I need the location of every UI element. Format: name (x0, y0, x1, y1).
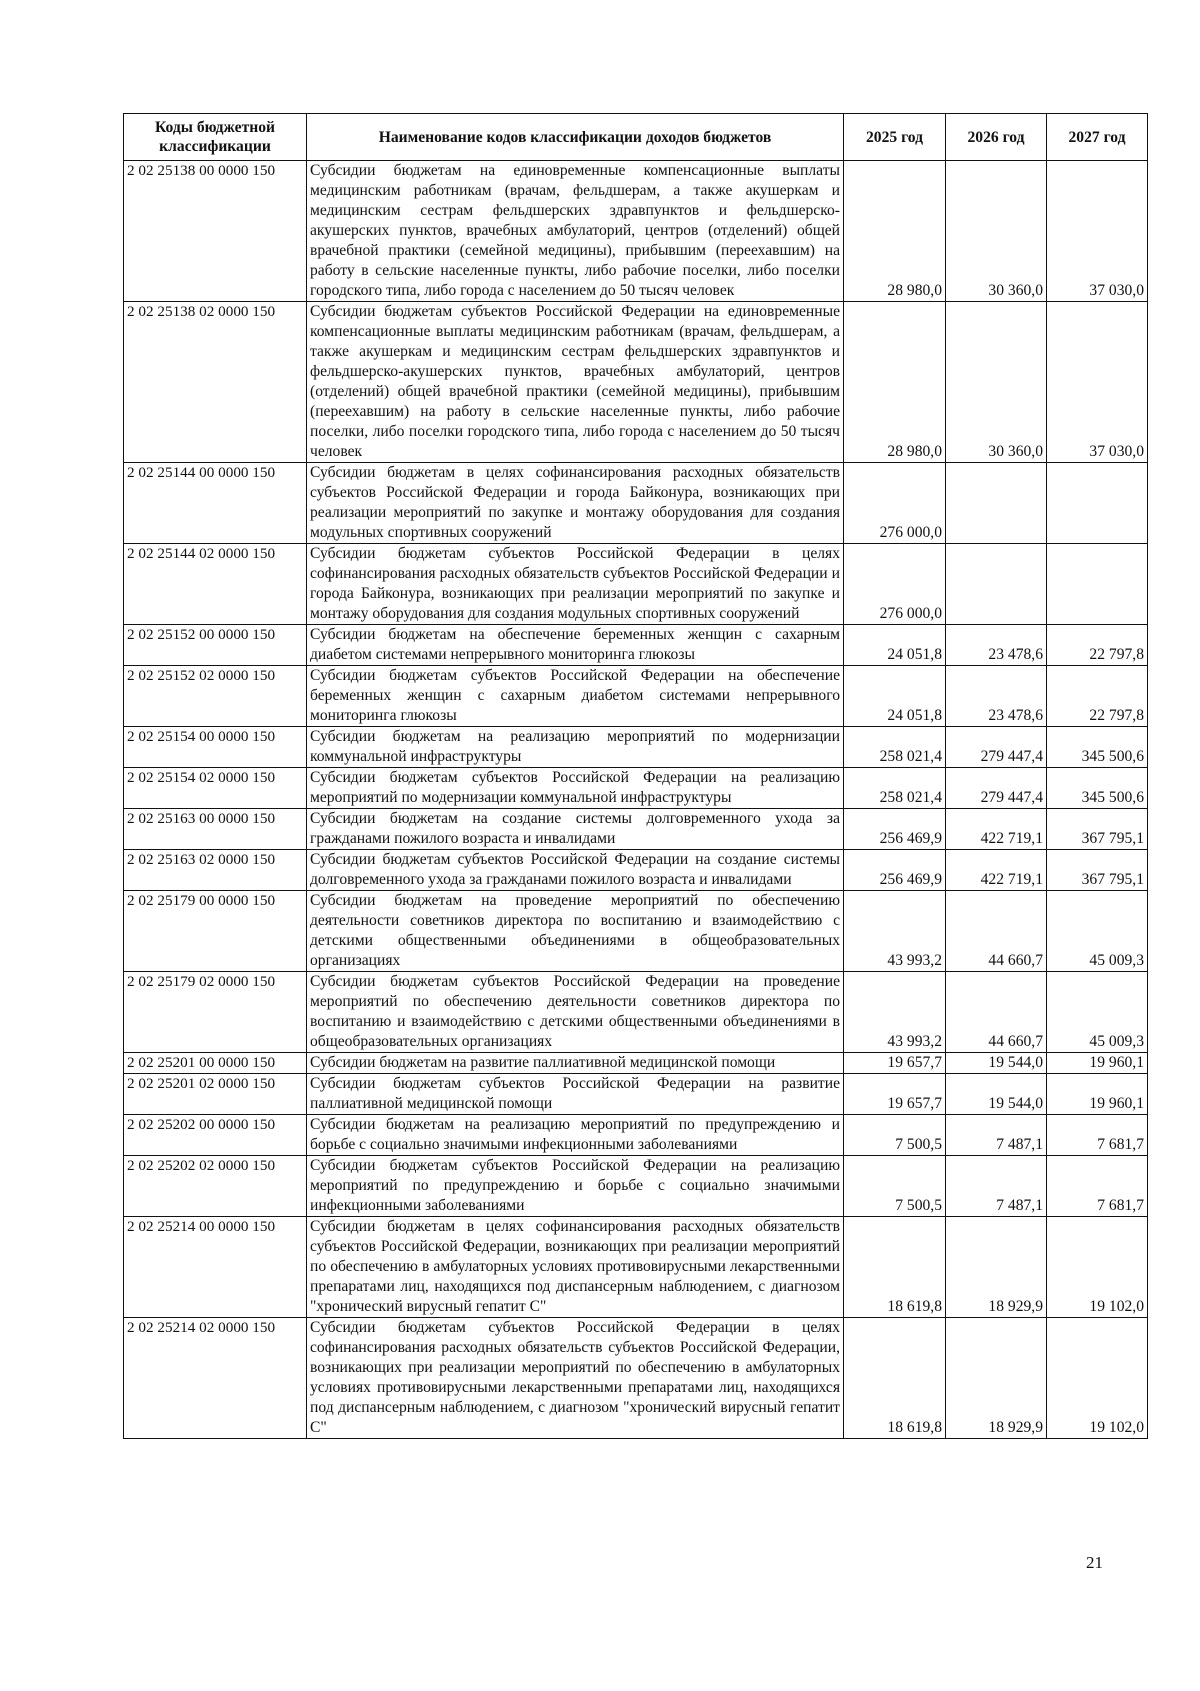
revenue-name-cell: Субсидии бюджетам на развитие паллиативной медицинской помощи (307, 1053, 844, 1074)
revenue-name-cell: Субсидии бюджетам субъектов Российской Федерации на обеспечение беременных женщин с сахарным диабетом системами непрерывного мониторинга глюкозы (307, 666, 844, 727)
amount-2026-cell: 23 478,6 (946, 625, 1047, 666)
amount-2027-cell: 367 795,1 (1047, 809, 1148, 850)
amount-2025-cell: 19 657,7 (844, 1074, 946, 1115)
revenue-name-cell: Субсидии бюджетам на создание системы долговременного ухода за гражданами пожилого возраста и инвалидами (307, 809, 844, 850)
amount-2026-cell: 422 719,1 (946, 850, 1047, 891)
table-row (124, 1074, 1148, 1115)
amount-2027-cell: 19 102,0 (1047, 1318, 1148, 1439)
table-row (124, 768, 1148, 809)
amount-2027-cell: 22 797,8 (1047, 625, 1148, 666)
amount-2027-cell: 19 960,1 (1047, 1074, 1148, 1115)
amount-2026-cell: 18 929,9 (946, 1217, 1047, 1318)
amount-2026-cell: 30 360,0 (946, 161, 1047, 302)
amount-2026-cell (946, 544, 1047, 625)
amount-2025-cell: 18 619,8 (844, 1217, 946, 1318)
revenue-name-cell: Субсидии бюджетам субъектов Российской Федерации в целях софинансирования расходных обязательств субъектов Российской Федерации, возникающих при реализации мероприятий по обеспечению в амбулаторных условиях противовирусными лекарственными препаратами лиц, находящихся под диспансерным наблюдением, с диагнозом "хронический вирусный гепатит С" (307, 1318, 844, 1439)
amount-2025-cell: 28 980,0 (844, 302, 946, 463)
revenue-name-cell: Субсидии бюджетам на реализацию мероприятий по предупреждению и борьбе с социально значимыми инфекционными заболеваниями (307, 1115, 844, 1156)
header-name: Наименование кодов классификации доходов бюджетов (307, 114, 844, 161)
amount-2026-cell: 422 719,1 (946, 809, 1047, 850)
amount-2026-cell: 7 487,1 (946, 1156, 1047, 1217)
revenue-name-cell: Субсидии бюджетам субъектов Российской Федерации на единовременные компенсационные выплаты медицинским работникам (врачам, фельдшерам, а также акушеркам и медицинским сестрам фельдшерских здравпунктов и фельдшерско-акушерских пунктов, врачебных амбулаторий, центров (отделений) общей врачебной практики (семейной медицины), прибывшим (переехавшим) на работу в сельские населенные пункты, либо рабочие поселки, либо поселки городского типа, либо города с населением до 50 тысяч человек (307, 302, 844, 463)
table-row (124, 1115, 1148, 1156)
header-2027: 2027 год (1047, 114, 1148, 161)
amount-2026-cell: 19 544,0 (946, 1053, 1047, 1074)
revenue-name-cell: Субсидии бюджетам субъектов Российской Федерации на создание системы долговременного ухода за гражданами пожилого возраста и инвалидами (307, 850, 844, 891)
amount-2027-cell: 19 102,0 (1047, 1217, 1148, 1318)
classification-code-cell: 2 02 25152 00 0000 150 (124, 625, 307, 666)
amount-2026-cell: 30 360,0 (946, 302, 1047, 463)
table-row (124, 544, 1148, 625)
classification-code-cell: 2 02 25214 02 0000 150 (124, 1318, 307, 1439)
table-row (124, 850, 1148, 891)
revenue-name-cell: Субсидии бюджетам в целях софинансирования расходных обязательств субъектов Российской Федерации и города Байконура, возникающих при реализации мероприятий по закупке и монтажу оборудования для создания модульных спортивных сооружений (307, 463, 844, 544)
amount-2025-cell: 43 993,2 (844, 891, 946, 972)
amount-2025-cell: 7 500,5 (844, 1115, 946, 1156)
page-number: 21 (1086, 1553, 1103, 1572)
classification-code-cell: 2 02 25154 02 0000 150 (124, 768, 307, 809)
revenue-name-cell: Субсидии бюджетам на проведение мероприятий по обеспечению деятельности советников директора по воспитанию и взаимодействию с детскими общественными объединениями в общеобразовательных организациях (307, 891, 844, 972)
table-row (124, 809, 1148, 850)
amount-2025-cell: 256 469,9 (844, 850, 946, 891)
amount-2026-cell: 19 544,0 (946, 1074, 1047, 1115)
classification-code-cell: 2 02 25179 00 0000 150 (124, 891, 307, 972)
amount-2025-cell: 276 000,0 (844, 463, 946, 544)
classification-code-cell: 2 02 25138 00 0000 150 (124, 161, 307, 302)
amount-2025-cell: 258 021,4 (844, 727, 946, 768)
amount-2025-cell: 258 021,4 (844, 768, 946, 809)
amount-2025-cell: 24 051,8 (844, 666, 946, 727)
classification-code-cell: 2 02 25202 02 0000 150 (124, 1156, 307, 1217)
classification-code-cell: 2 02 25163 00 0000 150 (124, 809, 307, 850)
amount-2027-cell: 345 500,6 (1047, 768, 1148, 809)
classification-code-cell: 2 02 25144 00 0000 150 (124, 463, 307, 544)
table-row (124, 727, 1148, 768)
amount-2026-cell (946, 463, 1047, 544)
header-2026: 2026 год (946, 114, 1047, 161)
table-header-row (124, 114, 1148, 161)
table-row (124, 972, 1148, 1053)
amount-2027-cell (1047, 463, 1148, 544)
table-row (124, 891, 1148, 972)
revenue-name-cell: Субсидии бюджетам субъектов Российской Федерации на развитие паллиативной медицинской помощи (307, 1074, 844, 1115)
amount-2026-cell: 23 478,6 (946, 666, 1047, 727)
amount-2027-cell: 7 681,7 (1047, 1156, 1148, 1217)
revenue-name-cell: Субсидии бюджетам субъектов Российской Федерации в целях софинансирования расходных обязательств субъектов Российской Федерации и города Байконура, возникающих при реализации мероприятий по закупке и монтажу оборудования для создания модульных спортивных сооружений (307, 544, 844, 625)
revenue-name-cell: Субсидии бюджетам в целях софинансирования расходных обязательств субъектов Российской Федерации, возникающих при реализации мероприятий по обеспечению в амбулаторных условиях противовирусными лекарственными препаратами лиц, находящихся под диспансерным наблюдением, с диагнозом "хронический вирусный гепатит С" (307, 1217, 844, 1318)
amount-2027-cell: 22 797,8 (1047, 666, 1148, 727)
amount-2026-cell: 279 447,4 (946, 727, 1047, 768)
table-row (124, 1156, 1148, 1217)
amount-2027-cell (1047, 544, 1148, 625)
amount-2027-cell: 45 009,3 (1047, 972, 1148, 1053)
classification-code-cell: 2 02 25201 00 0000 150 (124, 1053, 307, 1074)
classification-code-cell: 2 02 25144 02 0000 150 (124, 544, 307, 625)
table-row (124, 161, 1148, 302)
revenue-name-cell: Субсидии бюджетам субъектов Российской Федерации на проведение мероприятий по обеспечению деятельности советников директора по воспитанию и взаимодействию с детскими общественными объединениями в общеобразовательных организациях (307, 972, 844, 1053)
table-row (124, 463, 1148, 544)
budget-income-table (123, 113, 1148, 1439)
amount-2026-cell: 44 660,7 (946, 891, 1047, 972)
table-row (124, 1318, 1148, 1439)
table-row (124, 302, 1148, 463)
table-body (124, 161, 1148, 1439)
amount-2027-cell: 345 500,6 (1047, 727, 1148, 768)
amount-2027-cell: 45 009,3 (1047, 891, 1148, 972)
amount-2025-cell: 256 469,9 (844, 809, 946, 850)
amount-2027-cell: 37 030,0 (1047, 161, 1148, 302)
classification-code-cell: 2 02 25179 02 0000 150 (124, 972, 307, 1053)
header-2025: 2025 год (844, 114, 946, 161)
amount-2025-cell: 43 993,2 (844, 972, 946, 1053)
amount-2025-cell: 24 051,8 (844, 625, 946, 666)
classification-code-cell: 2 02 25163 02 0000 150 (124, 850, 307, 891)
amount-2025-cell: 7 500,5 (844, 1156, 946, 1217)
table-row (124, 666, 1148, 727)
classification-code-cell: 2 02 25152 02 0000 150 (124, 666, 307, 727)
table-row (124, 1217, 1148, 1318)
classification-code-cell: 2 02 25202 00 0000 150 (124, 1115, 307, 1156)
amount-2026-cell: 18 929,9 (946, 1318, 1047, 1439)
amount-2027-cell: 7 681,7 (1047, 1115, 1148, 1156)
table-row (124, 625, 1148, 666)
classification-code-cell: 2 02 25154 00 0000 150 (124, 727, 307, 768)
amount-2027-cell: 37 030,0 (1047, 302, 1148, 463)
header-code: Коды бюджетной классификации (124, 114, 307, 161)
classification-code-cell: 2 02 25138 02 0000 150 (124, 302, 307, 463)
amount-2025-cell: 19 657,7 (844, 1053, 946, 1074)
revenue-name-cell: Субсидии бюджетам субъектов Российской Федерации на реализацию мероприятий по предупреждению и борьбе с социально значимыми инфекционными заболеваниями (307, 1156, 844, 1217)
revenue-name-cell: Субсидии бюджетам субъектов Российской Федерации на реализацию мероприятий по модернизации коммунальной инфраструктуры (307, 768, 844, 809)
amount-2025-cell: 28 980,0 (844, 161, 946, 302)
amount-2025-cell: 276 000,0 (844, 544, 946, 625)
revenue-name-cell: Субсидии бюджетам на единовременные компенсационные выплаты медицинским работникам (врачам, фельдшерам, а также акушеркам и медицинским сестрам фельдшерских здравпунктов и фельдшерско-акушерских пунктов, врачебных амбулаторий, центров (отделений) общей врачебной практики (семейной медицины), прибывшим (переехавшим) на работу в сельские населенные пункты, либо рабочие поселки, либо поселки городского типа, либо города с населением до 50 тысяч человек (307, 161, 844, 302)
amount-2026-cell: 7 487,1 (946, 1115, 1047, 1156)
classification-code-cell: 2 02 25214 00 0000 150 (124, 1217, 307, 1318)
amount-2027-cell: 367 795,1 (1047, 850, 1148, 891)
classification-code-cell: 2 02 25201 02 0000 150 (124, 1074, 307, 1115)
revenue-name-cell: Субсидии бюджетам на обеспечение беременных женщин с сахарным диабетом системами непрерывного мониторинга глюкозы (307, 625, 844, 666)
amount-2027-cell: 19 960,1 (1047, 1053, 1148, 1074)
table-row (124, 1053, 1148, 1074)
revenue-name-cell: Субсидии бюджетам на реализацию мероприятий по модернизации коммунальной инфраструктуры (307, 727, 844, 768)
amount-2026-cell: 44 660,7 (946, 972, 1047, 1053)
amount-2026-cell: 279 447,4 (946, 768, 1047, 809)
amount-2025-cell: 18 619,8 (844, 1318, 946, 1439)
